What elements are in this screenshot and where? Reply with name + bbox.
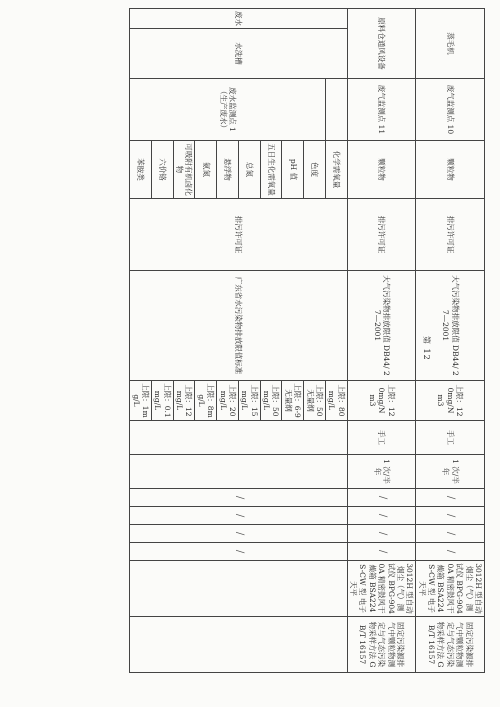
- limit-cell: 上限：50mg/L: [260, 381, 282, 421]
- monitoring-point-cell: 废水监测点 1（生产废水）: [130, 79, 326, 141]
- limit-cell: 上限：6-9 无量纲: [282, 381, 304, 421]
- frequency-cell: 1 次/半年: [416, 455, 485, 489]
- monitoring-point-cell: 废气监测点 10: [416, 79, 485, 141]
- pollutant-cell: 苯胺类: [130, 141, 152, 199]
- basis-cell: 排污许可证: [130, 199, 348, 271]
- instrument-cell: [130, 561, 348, 617]
- method-cell: [130, 421, 348, 455]
- pollutant-cell: 氨氮: [195, 141, 217, 199]
- analysis-method-cell: 固定污染源排气中颗粒物测定与气态污染物采样方法 GB/T 16157: [347, 617, 416, 673]
- rotated-table-wrapper: [131, 8, 485, 672]
- source-category-cell: 水洗槽: [130, 29, 348, 79]
- analysis-method-cell: [130, 617, 348, 673]
- empty-slash-cell: /: [130, 543, 348, 561]
- method-cell: 手工: [416, 421, 485, 455]
- limit-cell: 上限：12mg/L: [173, 381, 195, 421]
- basis-cell: 排污许可证: [416, 199, 485, 271]
- method-cell: 手工: [347, 421, 416, 455]
- limit-cell: 上限：8mg/L: [195, 381, 217, 421]
- pollutant-cell: 色度: [304, 141, 326, 199]
- pollutant-cell: 颗粒物: [347, 141, 416, 199]
- instrument-cell: 3012H 型自动烟尘（气）测试仪 BPG-9040A 精密鼓风干燥箱 BSA224S-CW 型 电子天平: [416, 561, 485, 617]
- limit-cell: 上限：1mg/L: [130, 381, 152, 421]
- limit-cell: 上限：0.1mg/L: [152, 381, 174, 421]
- pollutant-cell: 五日生化需氧量: [260, 141, 282, 199]
- empty-slash-cell: /: [130, 489, 348, 507]
- empty-slash-cell: /: [347, 543, 416, 561]
- empty-slash-cell: /: [130, 507, 348, 525]
- table-row: [326, 9, 348, 673]
- pollutant-cell: 六价铬: [152, 141, 174, 199]
- empty-slash-cell: /: [347, 507, 416, 525]
- limit-cell: 上限：80mg/L: [326, 381, 348, 421]
- pollutant-cell: 总氮: [239, 141, 261, 199]
- instrument-cell: 3012H 型自动烟尘（气）测试仪 BPG-9040A 精密鼓风干燥箱 BSA224S-CW 型 电子天平: [347, 561, 416, 617]
- limit-cell: 上限：120mg/N m3: [416, 381, 485, 421]
- frequency-cell: 1 次/半年: [347, 455, 416, 489]
- pollutant-cell: 化学需氧量: [326, 141, 348, 199]
- empty-slash-cell: /: [130, 525, 348, 543]
- empty-slash-cell: /: [416, 507, 485, 525]
- limit-cell: 上限：20mg/L: [217, 381, 239, 421]
- table-row: [347, 9, 416, 673]
- water-group-cell: 废水: [130, 9, 348, 29]
- pollutant-cell: 可吸附有机卤化物: [173, 141, 195, 199]
- standard-cell: 大气污染物排放限值 DB44/ 27—2001: [347, 271, 416, 381]
- empty-slash-cell: /: [347, 489, 416, 507]
- analysis-method-cell: 固定污染源排气中颗粒物测定与气态污染物采样方法 GB/T 16157: [416, 617, 485, 673]
- empty-slash-cell: /: [416, 543, 485, 561]
- page-number: 第 12: [422, 336, 431, 361]
- empty-slash-cell: /: [416, 525, 485, 543]
- monitoring-point-blank-cell: [326, 79, 348, 141]
- pollutant-cell: pH 值: [282, 141, 304, 199]
- source-category-cell: 原料仓通风设备: [347, 9, 416, 79]
- limit-cell: 上限：120mg/N m3: [347, 381, 416, 421]
- monitoring-point-cell: 废气监测点 11: [347, 79, 416, 141]
- empty-slash-cell: /: [416, 489, 485, 507]
- frequency-cell: [130, 455, 348, 489]
- basis-cell: 排污许可证: [347, 199, 416, 271]
- pollutant-cell: 悬浮物: [217, 141, 239, 199]
- source-category-cell: 蒸毛机: [416, 9, 485, 79]
- limit-cell: 上限：50 无量纲: [304, 381, 326, 421]
- pollutant-cell: 颗粒物: [416, 141, 485, 199]
- limit-cell: 上限：15mg/L: [239, 381, 261, 421]
- empty-slash-cell: /: [347, 525, 416, 543]
- standard-cell: 大气污染物排放限值 DB44/ 27—2001: [416, 271, 485, 381]
- standard-cell: 广东省水污染物排放限值标准: [130, 271, 348, 381]
